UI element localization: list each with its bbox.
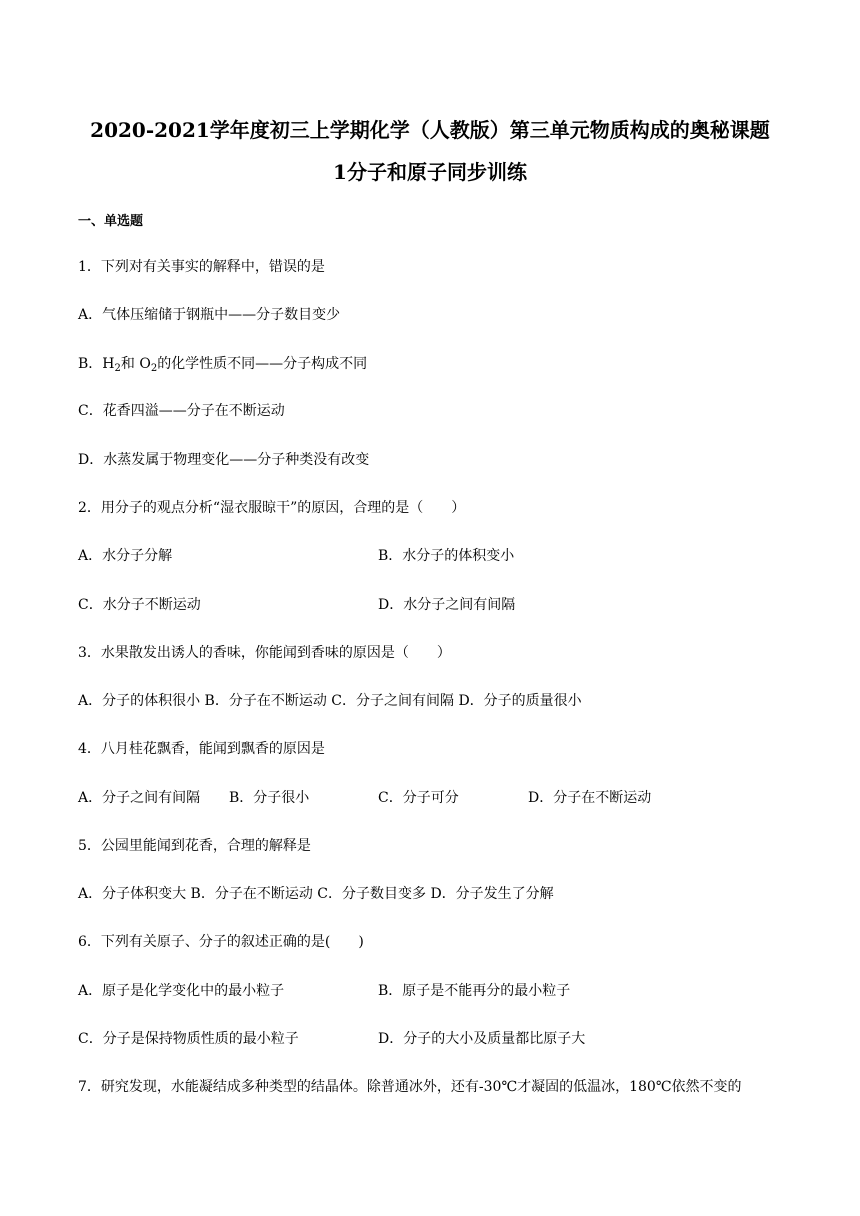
question-1-option-a: A．气体压缩储于钢瓶中——分子数目变少 [78, 307, 341, 323]
question-3-options: A．分子的体积很小 B．分子在不断运动 C．分子之间有间隔 D．分子的质量很小 [78, 693, 582, 709]
question-4-option-a: A．分子之间有间隔 [78, 790, 201, 806]
question-3-stem: 3．水果散发出诱人的香味，你能闻到香味的原因是（ ） [78, 645, 451, 661]
question-6-option-a: A．原子是化学变化中的最小粒子 [78, 983, 285, 999]
question-4-stem: 4．八月桂花飘香，能闻到飘香的原因是 [78, 741, 325, 757]
question-6-stem: 6．下列有关原子、分子的叙述正确的是( ) [78, 934, 364, 950]
q1-b-mid: 和 O [120, 356, 151, 372]
q1-b-sub2: 2 [150, 363, 158, 374]
q1-b-suffix: 的化学性质不同——分子构成不同 [157, 356, 368, 372]
question-2-stem: 2．用分子的观点分析“湿衣服晾干”的原因，合理的是（ ） [78, 500, 466, 516]
question-5-options: A．分子体积变大 B．分子在不断运动 C．分子数目变多 D．分子发生了分解 [78, 886, 554, 902]
question-4-option-d: D．分子在不断运动 [528, 790, 652, 806]
q1-b-prefix: B．H [78, 356, 115, 372]
question-2-option-d: D．水分子之间有间隔 [378, 597, 516, 613]
question-1-stem: 1．下列对有关事实的解释中，错误的是 [78, 259, 325, 275]
section-heading: 一、单选题 [78, 214, 144, 229]
q1-b-sub1: 2 [114, 363, 121, 374]
document-title-line-1: 2020-2021学年度初三上学期化学（人教版）第三单元物质构成的奥秘课题 [90, 118, 770, 142]
question-4-option-c: C．分子可分 [378, 790, 459, 806]
question-1-option-c: C．花香四溢——分子在不断运动 [78, 403, 285, 419]
question-1-option-d: D．水蒸发属于物理变化——分子种类没有改变 [78, 452, 370, 468]
question-6-option-b: B．原子是不能再分的最小粒子 [378, 983, 571, 999]
question-2-option-a: A．水分子分解 [78, 548, 173, 564]
question-7-stem: 7．研究发现，水能凝结成多种类型的结晶体。除普通冰外，还有-30℃才凝固的低温冰，180℃依然不变的 [78, 1079, 742, 1095]
question-5-stem: 5．公园里能闻到花香，合理的解释是 [78, 838, 311, 854]
question-2-option-c: C．水分子不断运动 [78, 597, 201, 613]
question-4-option-b: B．分子很小 [229, 790, 310, 806]
question-2-option-b: B．水分子的体积变小 [378, 548, 515, 564]
question-6-option-d: D．分子的大小及质量都比原子大 [378, 1031, 586, 1047]
document-title-line-2: 1分子和原子同步训练 [333, 160, 527, 184]
question-1-option-b [78, 355, 367, 373]
question-6-option-c: C．分子是保持物质性质的最小粒子 [78, 1031, 299, 1047]
